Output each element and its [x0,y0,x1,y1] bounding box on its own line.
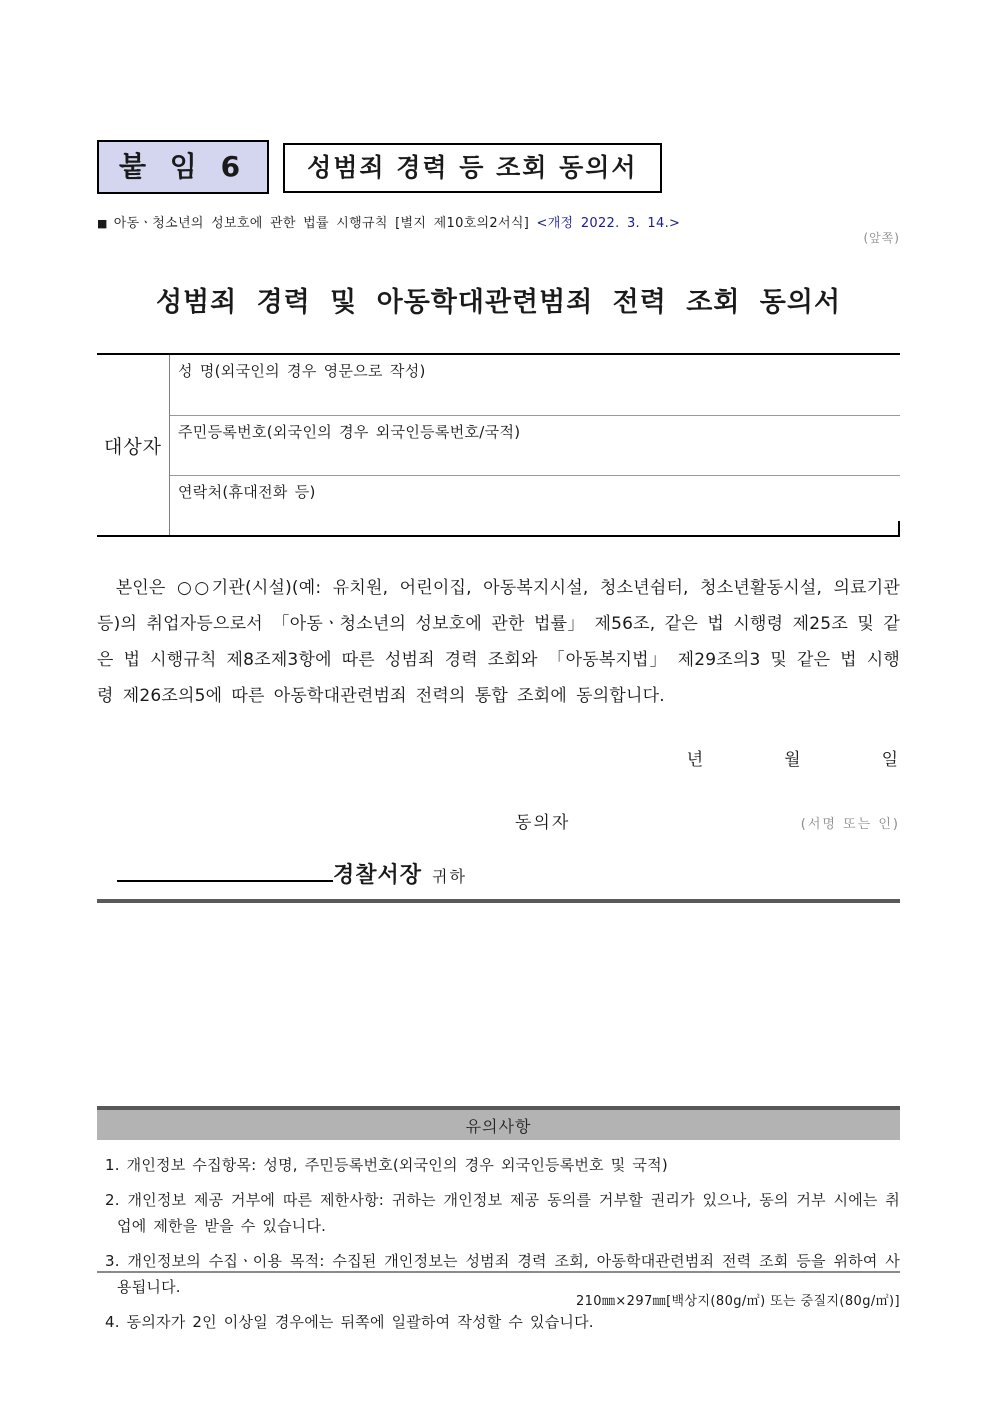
recipient-line [97,852,900,889]
header-row [97,140,900,194]
notes-heading-bar [97,1106,900,1140]
year-label: 년 [686,750,704,770]
form-name-box: 성범죄 경력 등 조회 동의서 [283,143,661,193]
consent-paragraph: 본인은 ○○기관(시설)(예: 유치원, 어린이집, 아동복지시설, 청소년쉼터, 청소년활동시설, 의료기관 등)의 취업자등으로서 「아동ㆍ청소년의 성보호에 관한 법률」 제56조, 같은 법 시행령 제25조 및 같은 법 시행규칙 제8조제3항에 따른 성범죄 경력 조회와 「아동복지법」 제29조의3 및 같은 법 시행령 제26조의5에 따른 아동학대관련범죄 전력의 통합 조회에 동의합니다. [97,578,900,706]
notes-bottom-divider [97,1271,900,1273]
police-station-name-blank[interactable] [117,852,333,882]
section-divider [97,899,900,903]
amendment-date: <개정 2022. 3. 14.> [536,216,681,231]
notes-list [97,1152,900,1344]
front-side-label: (앞쪽) [863,231,900,245]
table-row-name [170,355,900,415]
note-item-2: 2. 개인정보 제공 거부에 따른 제한사항: 귀하는 개인정보 제공 동의를 거부할 권리가 있으나, 동의 거부 시에는 취업에 제한을 받을 수 있습니다. [105,1191,900,1235]
date-line [97,745,900,770]
name-field-label: 성 명(외국인의 경우 영문으로 작성) [178,362,426,380]
note-item-4: 4. 동의자가 2인 이상일 경우에는 뒤쪽에 일괄하여 작성할 수 있습니다. [105,1313,594,1331]
notes-heading: 유의사항 [465,1116,532,1136]
table-row-contact [170,475,900,535]
honorific-label: 귀하 [432,867,467,886]
signer-label: 동의자 [515,813,571,833]
regulation-text: 아동ㆍ청소년의 성보호에 관한 법률 시행규칙 [별지 제10호의2서식] [113,216,530,231]
attachment-badge: 붙 임 6 [97,140,269,194]
document-title: 성범죄 경력 및 아동학대관련범죄 전력 조회 동의서 [155,287,842,318]
signature-blank-area[interactable] [570,806,801,828]
month-label: 월 [784,750,801,770]
name-input-area[interactable] [178,381,900,415]
contact-field-label: 연락처(휴대전화 등) [178,482,316,501]
sign-or-seal-note: (서명 또는 인) [800,817,900,832]
recipient-title: 경찰서장 [333,863,423,888]
day-label: 일 [881,750,898,770]
subject-fields [170,355,900,535]
resident-id-input-area[interactable] [178,442,900,475]
bullet-square-icon: ■ [97,217,108,230]
resident-id-field-label: 주민등록번호(외국인의 경우 외국인등록번호/국적) [178,422,521,441]
subject-info-table [97,353,900,537]
signer-line [97,806,900,833]
note-item-1: 1. 개인정보 수집항목: 성명, 주민등록번호(외국인의 경우 외국인등록번호 및 국적) [105,1156,668,1174]
table-row-resident-id [170,415,900,475]
subject-row-label: 대상자 [97,355,170,535]
paper-spec-note: 210㎜×297㎜[백상지(80g/㎡) 또는 중질지(80g/㎡)] [575,1294,900,1309]
note-item-3: 3. 개인정보의 수집ㆍ이용 목적: 수집된 개인정보는 성범죄 경력 조회, 아동학대관련범죄 전력 조회 등을 위하여 사용됩니다. [105,1252,900,1296]
contact-input-area[interactable] [178,502,900,535]
